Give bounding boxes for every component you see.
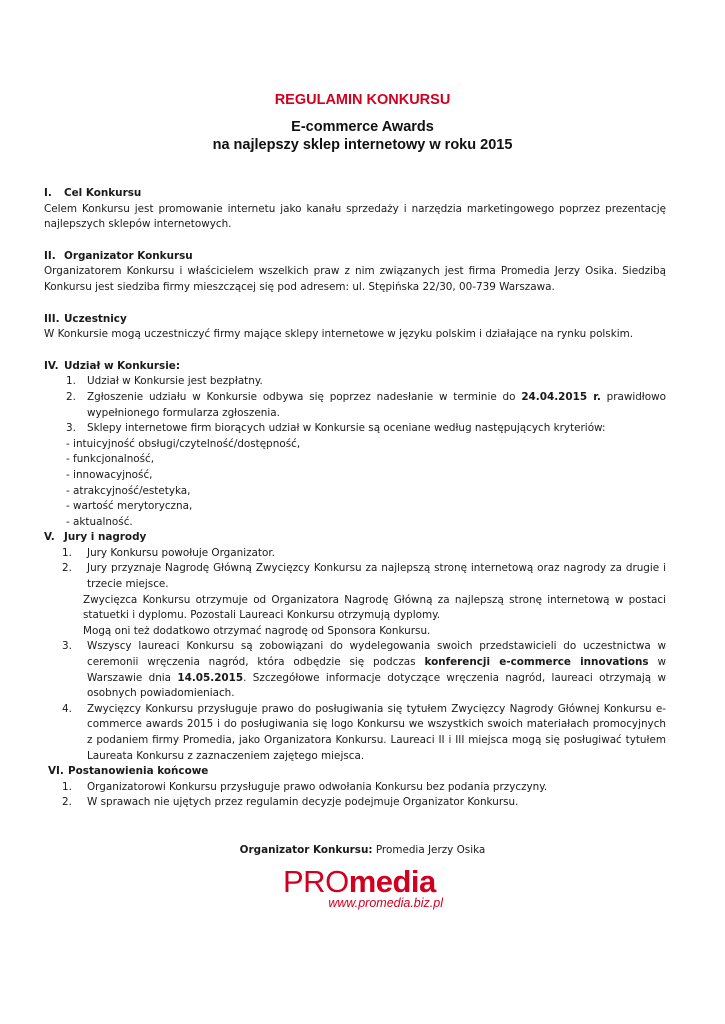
section-number: II. bbox=[44, 249, 56, 262]
section-number: I. bbox=[44, 187, 52, 199]
list-number: 4. bbox=[62, 702, 72, 715]
prize-description: Zwycięzca Konkursu otrzymuje od Organizatora Nagrodę Główną za najlepszą stronę internetową w postaci statuetki i dyplomu. Pozostali Laureaci Konkursu otrzymują dyplomy. bbox=[83, 593, 666, 622]
list-number: 1. bbox=[62, 546, 72, 559]
list-item bbox=[44, 780, 666, 796]
subtitle-line-2: na najlepszy sklep internetowy w roku 2015 bbox=[212, 137, 513, 153]
regulations-body bbox=[44, 186, 666, 811]
list-item-text: Zgłoszenie udziału w Konkursie odbywa się poprzez nadesłanie w terminie do bbox=[87, 390, 522, 403]
list-number: 1. bbox=[62, 780, 72, 793]
list-item bbox=[44, 561, 666, 592]
section-number: IV. bbox=[44, 359, 59, 372]
section-title: Uczestnicy bbox=[64, 312, 127, 325]
sponsor-note: Mogą oni też dodatkowo otrzymać nagrodę od Sponsora Konkursu. bbox=[83, 624, 431, 637]
list-item-text: w Warszawie dnia bbox=[87, 656, 666, 684]
section-title: Cel Konkursu bbox=[64, 187, 142, 199]
document-title: REGULAMIN KONKURSU bbox=[274, 92, 451, 108]
criterion: - intuicyjność obsługi/czytelność/dostępność, bbox=[66, 437, 301, 450]
section-title: Jury i nagrody bbox=[64, 531, 147, 544]
list-item bbox=[44, 374, 666, 390]
section-heading-organizer bbox=[44, 249, 666, 265]
list-item-text: W sprawach nie ujętych przez regulamin decyzje podejmuje Organizator Konkursu. bbox=[87, 796, 519, 809]
conference-name: konferencji e-commerce innovations bbox=[424, 656, 649, 669]
jury-list-continued bbox=[44, 639, 666, 764]
list-item-text: Wszyscy laureaci Konkursu są zobowiązani do wydelegowania swoich przedstawicieli do uczestnictwa w ceremonii wręczenia nagród, która odbędzie się podczas bbox=[87, 640, 666, 669]
jury-list bbox=[44, 546, 666, 593]
document-subtitle bbox=[0, 118, 725, 154]
list-number: 2. bbox=[62, 562, 72, 575]
list-item bbox=[44, 795, 666, 811]
list-item-text: Sklepy internetowe firm biorących udział w Konkursie są oceniane według następujących kryteriów: bbox=[87, 422, 606, 435]
section-heading-goal bbox=[44, 186, 666, 202]
list-item bbox=[44, 702, 666, 764]
list-item-text: Zwycięzcy Konkursu przysługuje prawo do posługiwania się tytułem Zwycięzcy Nagrody Głównej Konkursu e-commerce awards 2015 i do posługiwania się logo Konkursu we wszystkich swoich materiałach promocyjnych z podaniem firmy Promedia, jako Organizatora Konkursu. Laureaci II i III miejsca mogą się posługiwać tytułem Laureata Konkursu z zaznaczeniem zajętego miejsca. bbox=[87, 702, 666, 762]
ceremony-date: 14.05.2015 bbox=[177, 671, 244, 684]
section-text-goal: Celem Konkursu jest promowanie internetu jako kanału sprzedaży i narzędzia marketingowego poprzez prezentację najlepszych sklepów internetowych. bbox=[44, 202, 666, 231]
criterion: - aktualność. bbox=[66, 515, 133, 528]
logo-wordmark bbox=[283, 866, 443, 898]
section-heading-participants bbox=[44, 312, 666, 328]
organizer-label: Organizator Konkursu: bbox=[239, 844, 373, 856]
list-number: 2. bbox=[66, 390, 76, 403]
list-item-text: . Szczegółowe informacje dotyczące wręczenia nagród, laureaci otrzymają w osobnych powiadomieniach. bbox=[87, 671, 666, 700]
organizer-signature bbox=[0, 844, 725, 856]
section-heading-final bbox=[48, 764, 666, 780]
criteria-list bbox=[44, 437, 666, 531]
criterion: - atrakcyjność/estetyka, bbox=[66, 484, 191, 497]
organizer-name: Promedia Jerzy Osika bbox=[372, 844, 486, 856]
list-item-text: Udział w Konkursie jest bezpłatny. bbox=[87, 375, 263, 388]
list-item bbox=[44, 546, 666, 562]
list-number: 3. bbox=[62, 640, 72, 653]
subtitle-line-1: E-commerce Awards bbox=[291, 119, 434, 135]
list-item bbox=[44, 421, 666, 437]
section-title: Udział w Konkursie: bbox=[64, 359, 180, 372]
section-number: VI. bbox=[48, 765, 64, 778]
section-heading-participation bbox=[44, 359, 666, 375]
final-list bbox=[44, 780, 666, 811]
criterion: - funkcjonalność, bbox=[66, 453, 155, 466]
section-text-organizer: Organizatorem Konkursu i właścicielem wszelkich praw z nim związanych jest firma Promedia Jerzy Osika. Siedzibą Konkursu jest siedziba firmy mieszczącej się pod adresem: ul. Stępińska 22/30, 00-739 Warszawa. bbox=[44, 265, 666, 293]
list-number: 3. bbox=[66, 422, 76, 435]
participation-list bbox=[44, 374, 666, 436]
list-item-text: Organizatorowi Konkursu przysługuje prawo odwołania Konkursu bez podania przyczyny. bbox=[87, 780, 548, 793]
criterion: - wartość merytoryczna, bbox=[66, 500, 193, 513]
list-item bbox=[44, 639, 666, 701]
logo-pro: PRO bbox=[283, 864, 349, 899]
section-title: Organizator Konkursu bbox=[64, 249, 193, 262]
section-number: III. bbox=[44, 312, 60, 325]
logo-media: media bbox=[348, 864, 436, 899]
section-number: V. bbox=[44, 531, 55, 544]
section-heading-jury bbox=[44, 530, 666, 546]
list-item bbox=[44, 390, 666, 421]
list-number: 2. bbox=[62, 796, 72, 809]
logo-url: www.promedia.biz.pl bbox=[328, 896, 443, 910]
section-text-participants: W Konkursie mogą uczestniczyć firmy mające sklepy internetowe w języku polskim i działające na rynku polskim. bbox=[44, 328, 634, 341]
deadline-date: 24.04.2015 r. bbox=[521, 390, 601, 403]
criterion: - innowacyjność, bbox=[66, 468, 153, 481]
promedia-logo bbox=[283, 866, 443, 914]
list-item-text: Jury przyznaje Nagrodę Główną Zwycięzcy Konkursu za najlepszą stronę internetową oraz nagrody za drugie i trzecie miejsce. bbox=[87, 562, 666, 591]
list-item-text: Jury Konkursu powołuje Organizator. bbox=[87, 546, 275, 559]
list-number: 1. bbox=[66, 375, 76, 388]
list-item-text: prawidłowo wypełnionego formularza zgłoszenia. bbox=[87, 390, 666, 419]
section-title: Postanowienia końcowe bbox=[68, 765, 209, 778]
